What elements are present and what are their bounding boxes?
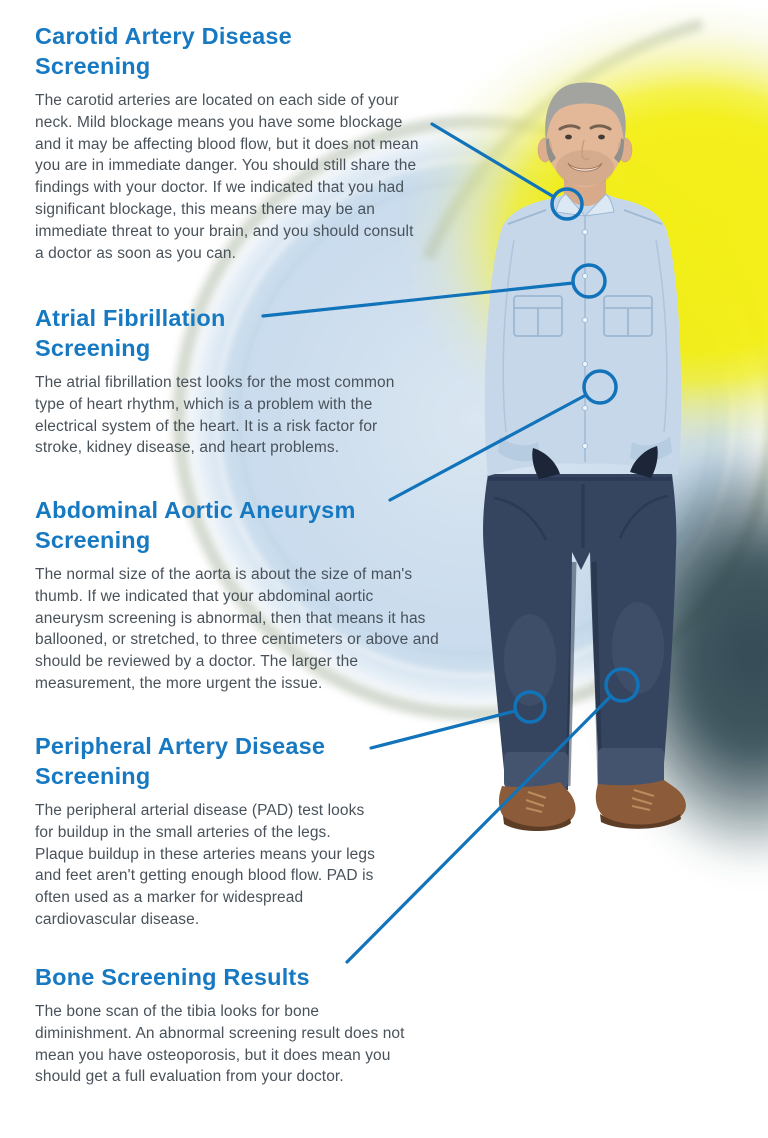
section-heading	[35, 731, 381, 791]
heading-line-2: Screening	[35, 53, 151, 79]
section-body: The atrial fibrillation test looks for the most common type of heart rhythm, which is a problem with the electrical system of the heart. It is a risk factor for stroke, kidney disease, and heart problems.	[35, 374, 395, 457]
section-peripheral-artery	[35, 731, 381, 931]
section-atrial-fibrillation	[35, 303, 397, 459]
heading-line-2: Screening	[35, 763, 151, 789]
section-heading	[35, 303, 397, 363]
section-bone-screening	[35, 962, 415, 1088]
man-shirt	[485, 194, 682, 479]
section-carotid	[35, 21, 420, 264]
heading-line-1: Peripheral Artery Disease	[35, 733, 326, 759]
section-body: The peripheral arterial disease (PAD) test looks for buildup in the small arteries of the legs. Plaque buildup in these arteries means your legs and feet aren't getting enough blood flow. PAD is often used as a marker for widespread cardiovascular disease.	[35, 802, 375, 928]
heading-line-1: Atrial Fibrillation	[35, 305, 226, 331]
section-abdominal-aortic	[35, 495, 441, 695]
section-heading	[35, 21, 420, 81]
callout-line-bone	[347, 696, 611, 962]
man-shoes	[499, 780, 686, 831]
heading-line-2: Screening	[35, 335, 151, 361]
heading-line-1: Abdominal Aortic Aneurysm	[35, 497, 356, 523]
heading-line-1: Carotid Artery Disease	[35, 23, 292, 49]
section-body: The bone scan of the tibia looks for bone diminishment. An abnormal screening result does not mean you have osteoporosis, but it does mean you should get a full evaluation from your doctor.	[35, 1003, 405, 1086]
section-body: The carotid arteries are located on each side of your neck. Mild blockage means you have some blockage and it may be affecting blood flow, but it does not mean you are in immediate danger. You should still share the findings with your doctor. If we indicated that you had significant blockage, this means there may be an immediate threat to your brain, and you should consult a doctor as soon as you can.	[35, 92, 419, 262]
section-heading	[35, 962, 415, 992]
section-body: The normal size of the aorta is about the size of man's thumb. If we indicated that your abdominal aortic aneurysm screening is abnormal, then that means it has ballooned, or stretched, to three centimeters or above and should be reviewed by a doctor. The larger the measurement, the more urgent the issue.	[35, 566, 439, 692]
section-heading	[35, 495, 441, 555]
heading-line-1: Bone Screening Results	[35, 964, 310, 990]
heading-line-2: Screening	[35, 527, 151, 553]
